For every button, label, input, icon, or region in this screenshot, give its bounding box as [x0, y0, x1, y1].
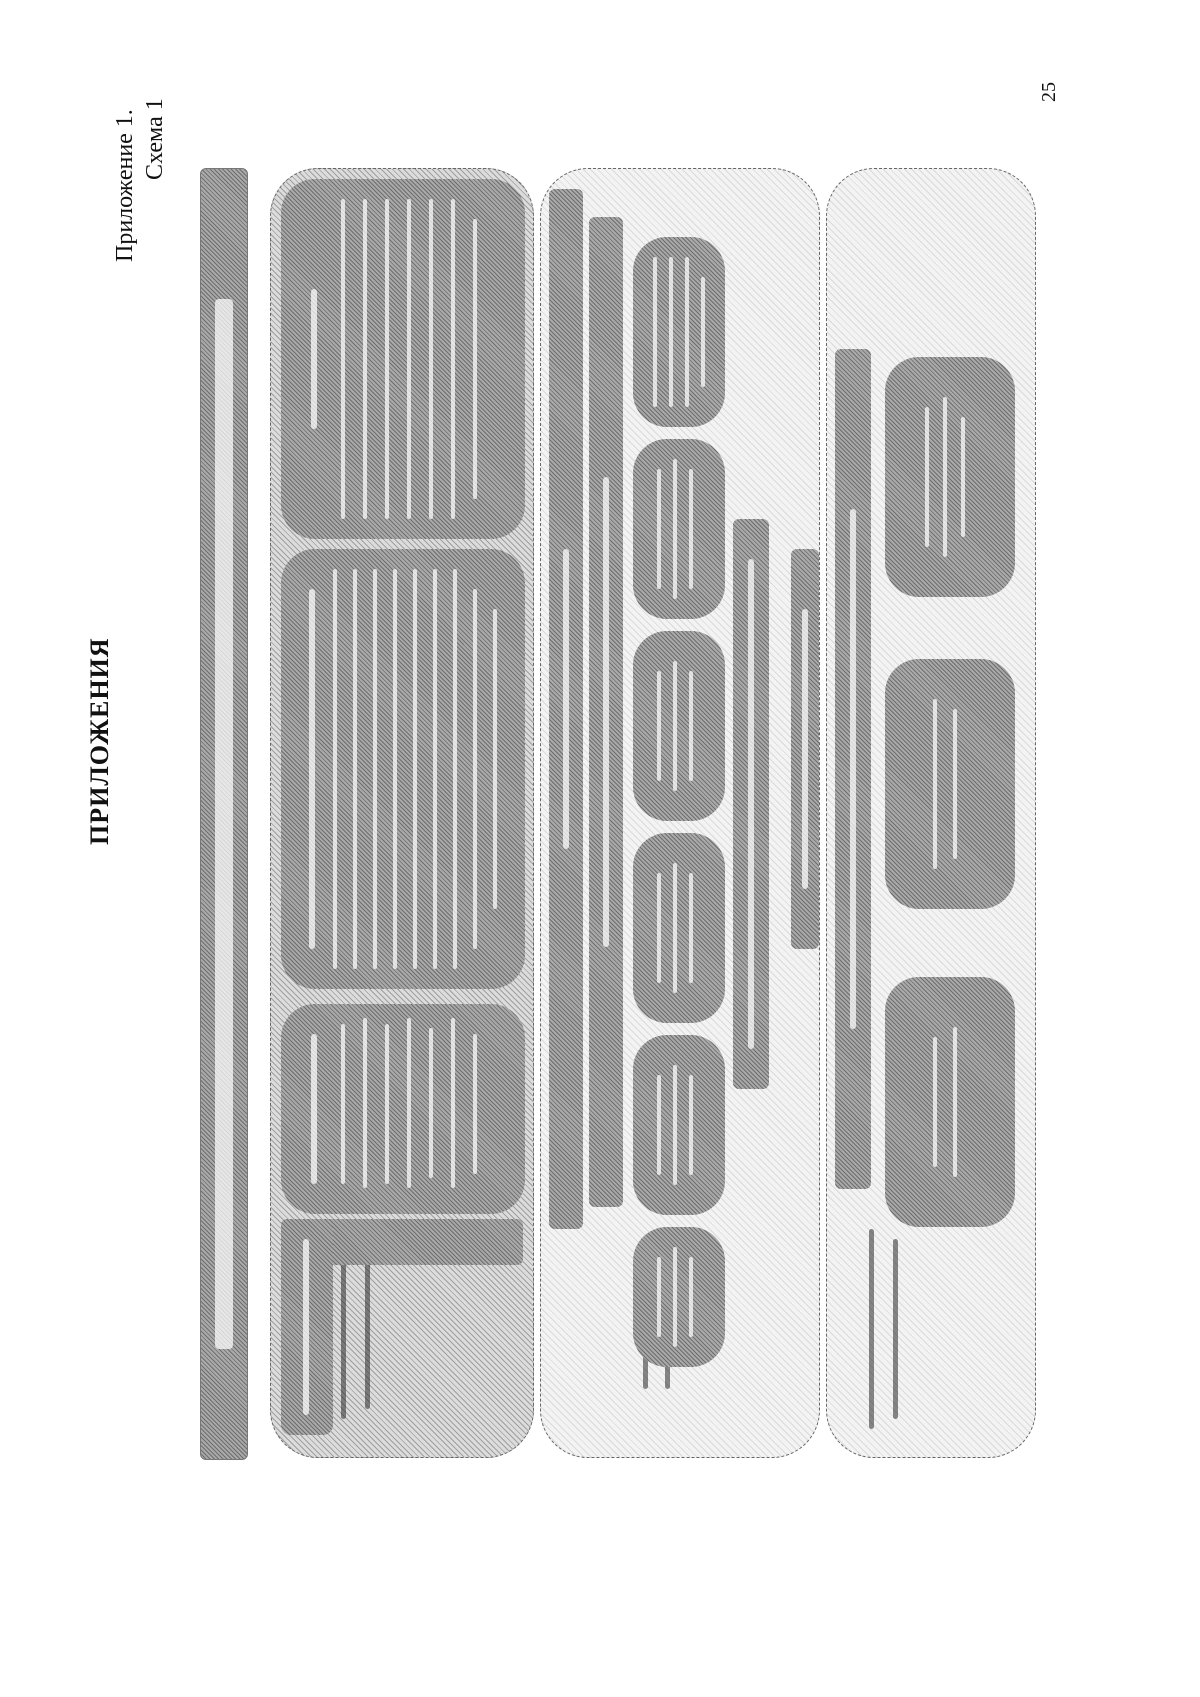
- diagram-title-bar: [200, 168, 248, 1460]
- page-number: 25: [1038, 82, 1060, 102]
- page-heading: ПРИЛОЖЕНИЯ: [85, 637, 114, 845]
- section-communication: [826, 168, 1036, 1458]
- communication-card: [885, 977, 1015, 1227]
- section-content: [270, 168, 534, 1458]
- content-card: [281, 179, 525, 539]
- communication-card: [885, 357, 1015, 597]
- structure-card: [633, 1227, 725, 1367]
- structure-bar: [791, 549, 819, 949]
- content-card: [281, 1004, 525, 1214]
- subheader-bar: [281, 1219, 333, 1435]
- scheme-label: Схема 1: [142, 98, 168, 180]
- appendix-label: Приложение 1.: [112, 109, 138, 262]
- section-label: [867, 1229, 927, 1429]
- structure-bar: [549, 189, 583, 1229]
- structure-card: [633, 833, 725, 1023]
- content-card: [281, 549, 525, 989]
- structure-card: [633, 439, 725, 619]
- structure-bar: [589, 217, 623, 1207]
- communication-bar: [835, 349, 871, 1189]
- communication-card: [885, 659, 1015, 909]
- structure-bar: [733, 519, 769, 1089]
- section-structure: [540, 168, 820, 1458]
- structure-card: [633, 237, 725, 427]
- structure-card: [633, 1035, 725, 1215]
- structure-card: [633, 631, 725, 821]
